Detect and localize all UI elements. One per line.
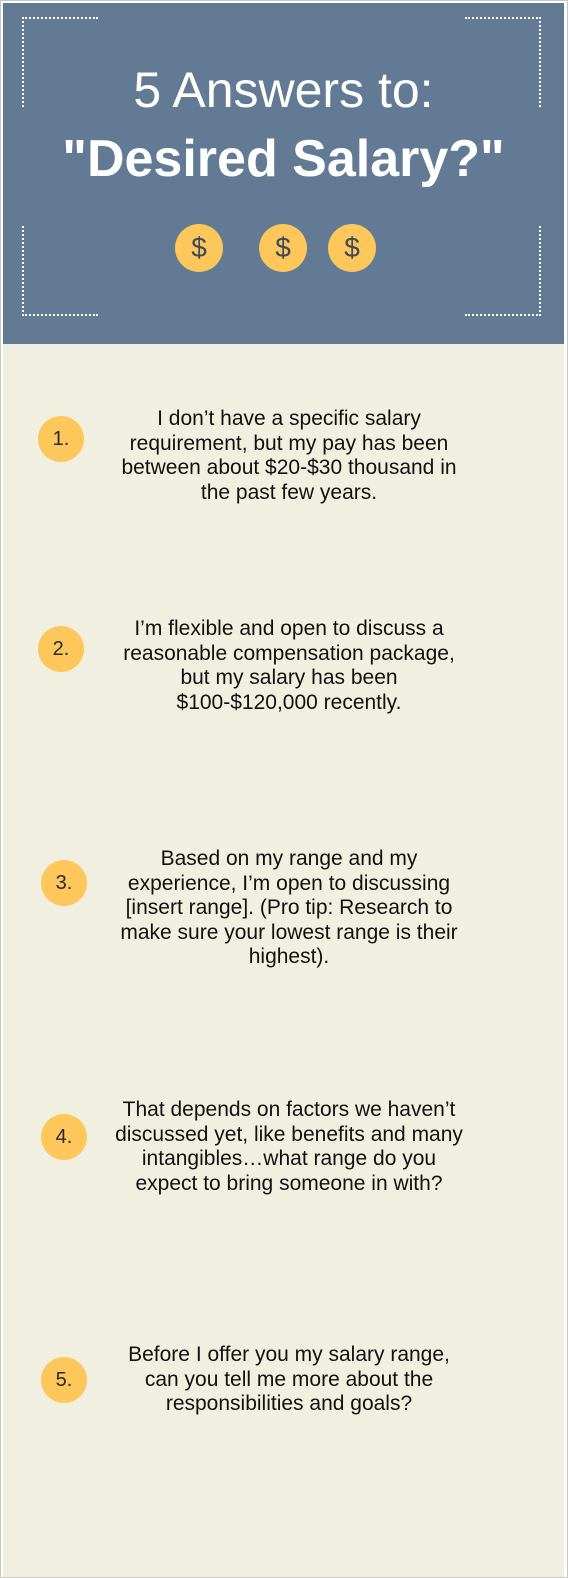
title-line-1: 5 Answers to:: [133, 62, 434, 118]
dollar-coin-icon: $: [328, 224, 376, 272]
dotted-corner-bottom-right: [465, 226, 541, 316]
answer-text: I don’t have a specific salary requirement, but my pay has been between about $20-$30 thousand in the past few years.: [121, 407, 457, 504]
answer-number-badge: 3.: [41, 860, 87, 906]
answer-number-badge: 4.: [41, 1114, 87, 1160]
header-banner: [3, 3, 564, 344]
dollar-coin-icon: $: [259, 224, 307, 272]
answer-text: Based on my range and my experience, I’m open to discussing [insert range]. (Pro tip: Research to make sure your lowest range is their highest).: [120, 847, 458, 968]
answer-text: I’m flexible and open to discuss a reasonable compensation package, but my salary has been $100-$120,000 recently.: [123, 617, 455, 714]
answer-number-badge: 5.: [41, 1357, 87, 1403]
dollar-coin-icon: $: [175, 224, 223, 272]
answers-section: [3, 344, 564, 1577]
title-line-2: "Desired Salary?": [62, 130, 505, 188]
dotted-corner-bottom-left: [22, 226, 98, 316]
answer-number-badge: 2.: [38, 626, 84, 672]
answer-text: Before I offer you my salary range, can you tell me more about the responsibilities and goals?: [128, 1343, 450, 1415]
answer-text: That depends on factors we haven’t discussed yet, like benefits and many intangibles…what range do you expect to bring someone in with?: [115, 1098, 463, 1195]
answer-number-badge: 1.: [38, 416, 84, 462]
